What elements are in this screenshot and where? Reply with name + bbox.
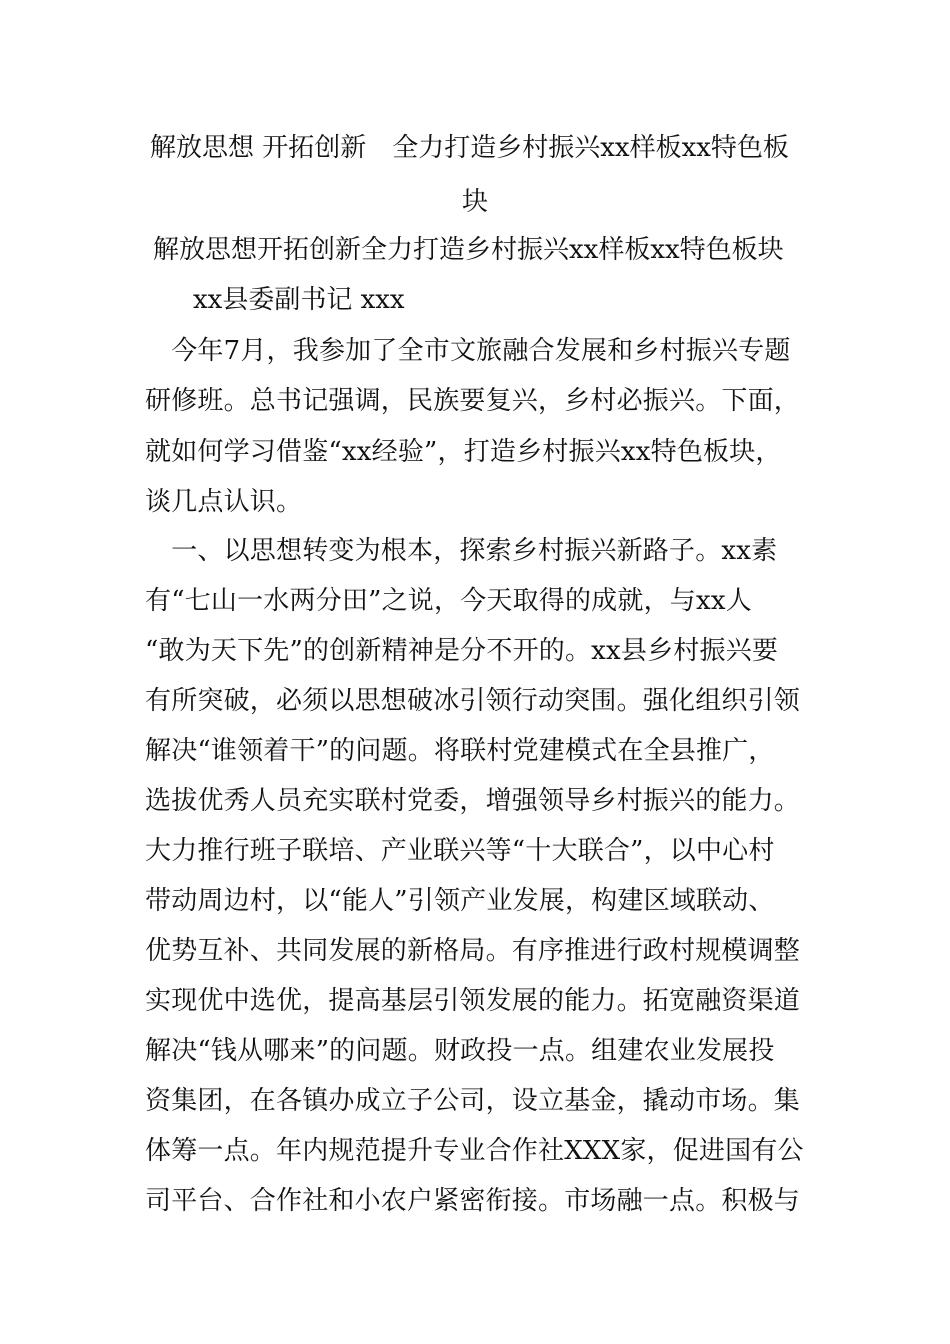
body-line: 司平台、合作社和小农户紧密衔接。市场融一点。积极与: [145, 1186, 801, 1216]
body-line: 大力推行班子联培、产业联兴等“十大联合”，以中心村: [145, 836, 775, 866]
body-line: 就如何学习借鉴“xx经验”，打造乡村振兴xx特色板块，: [145, 437, 782, 467]
body-line: 有所突破，必须以思想破冰引领行动突围。强化组织引领: [145, 686, 801, 716]
body-line: 有“七山一水两分田”之说，今天取得的成就，与xx人: [145, 586, 752, 616]
document-title-line-2: 块: [462, 187, 489, 217]
body-line: 资集团，在各镇办成立子公司，设立基金，撬动市场。集: [145, 1086, 801, 1116]
body-line: 解决“钱从哪来”的问题。财政投一点。组建农业发展投: [145, 1036, 775, 1066]
body-line: 研修班。总书记强调，民族要复兴，乡村必振兴。下面，: [145, 386, 801, 416]
body-line: 解决“谁领着干”的问题。将联村党建模式在全县推广，: [145, 736, 775, 766]
body-line: 选拔优秀人员充实联村党委，增强领导乡村振兴的能力。: [145, 786, 801, 816]
body-line: 带动周边村，以“能人”引领产业发展，构建区域联动、: [145, 886, 775, 916]
document-subtitle: 解放思想开拓创新全力打造乡村振兴xx样板xx特色板块: [153, 235, 784, 265]
body-line: 实现优中选优，提高基层引领发展的能力。拓宽融资渠道: [145, 986, 801, 1016]
document-title-line-1: 解放思想 开拓创新 全力打造乡村振兴xx样板xx特色板: [150, 133, 789, 163]
body-line: 体筹一点。年内规范提升专业合作社XXX家，促进国有公: [145, 1136, 804, 1166]
body-line: 谈几点认识。: [145, 487, 303, 517]
body-line: “敢为天下先”的创新精神是分不开的。xx县乡村振兴要: [145, 636, 779, 666]
body-line: 一、以思想转变为根本，探索乡村振兴新路子。xx素: [145, 536, 778, 566]
body-line: 优势互补、共同发展的新格局。有序推进行政村规模调整: [145, 936, 801, 966]
document-author: xx县委副书记 xxx: [193, 285, 405, 315]
body-line: 今年7月，我参加了全市文旅融合发展和乡村振兴专题: [145, 336, 791, 366]
